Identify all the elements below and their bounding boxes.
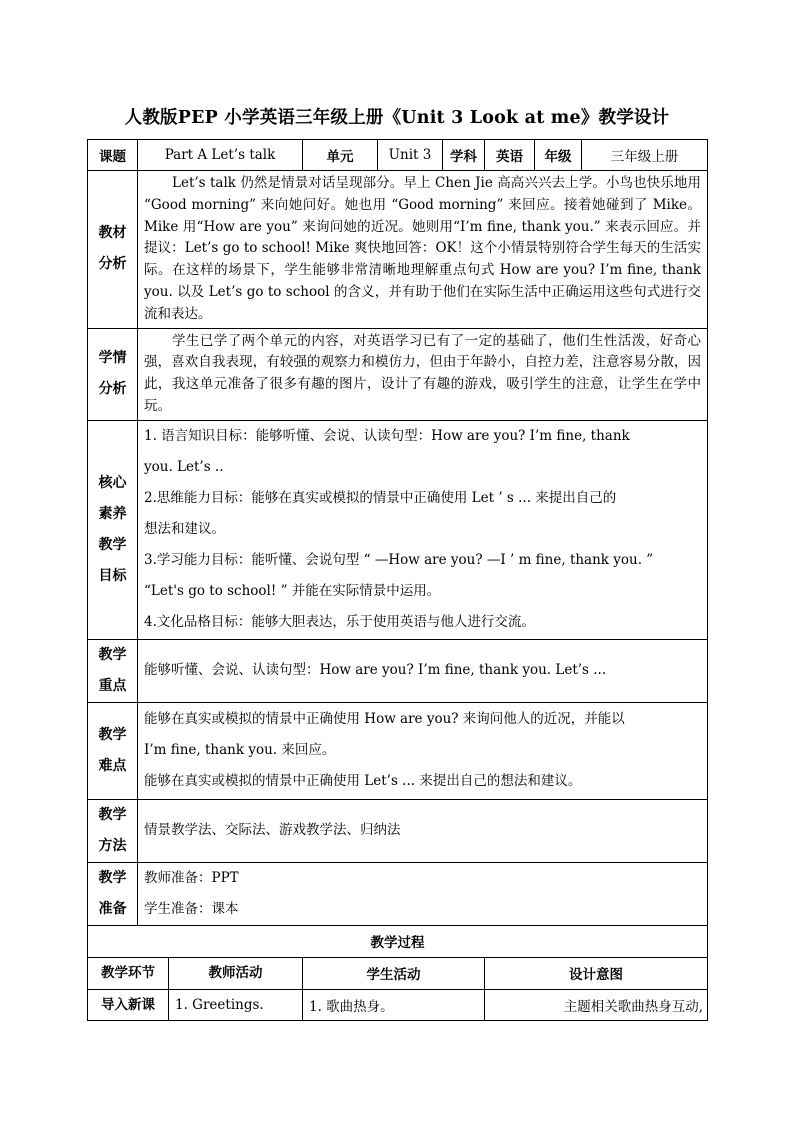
process-intent: 主题相关歌曲热身互动, [485, 989, 708, 1020]
process-col-teacher-label: 教师活动 [208, 964, 263, 981]
document-title: 人教版PEP 小学英语三年级上册《Unit 3 Look at me》教学设计 [124, 108, 670, 128]
process-stage: 导入新课 [88, 990, 169, 1020]
key-points-text-cell [138, 639, 708, 702]
key-points-text: 能够听懂、会说、认读句型：How are you? I’m fine, thank you. Let’s ... [144, 662, 607, 679]
difficulty-line: 能够在真实或模拟的情景中正确使用 How are you? 来询问他人的近况，并能以 [144, 711, 625, 728]
goals-text-cell [138, 420, 708, 639]
goal-line: 4.文化品格目标：能够大胆表达，乐于使用英语与他人进行交流。 [144, 614, 535, 631]
key-points-row [88, 639, 708, 702]
process-title-row [88, 925, 708, 957]
methods-text: 情景教学法、交际法、游戏教学法、归纳法 [144, 822, 401, 839]
methods-row [88, 799, 708, 862]
materials-label: 教材 分析 [88, 171, 138, 329]
materials-text-cell [138, 171, 708, 329]
process-student: 1. 歌曲热身。 [303, 989, 485, 1020]
goals-row [88, 420, 708, 639]
difficulty-line: I’m fine, thank you. 来回应。 [144, 742, 336, 759]
students-text-cell [138, 328, 708, 420]
goal-line: 1. 语言知识目标：能够听懂、会说、认读句型：How are you? I’m fine, thank [144, 428, 630, 445]
subject-value: 英语 [485, 140, 535, 171]
preparation-line: 学生准备：课本 [144, 900, 239, 917]
goal-line: 想法和建议。 [144, 521, 225, 538]
goals-label: 核心 素养 教学 目标 [88, 420, 138, 639]
students-row [88, 328, 708, 420]
methods-label: 教学 方法 [88, 799, 138, 862]
preparation-line: 教师准备：PPT [144, 869, 239, 886]
students-text: 学生已学了两个单元的内容，对英语学习已有了一定的基础了，他们生性活泼，好奇心强，喜欢自我表现，有较强的观察力和模仿力，但由于年龄小，自控力差，注意容易分散，因此，我这单元准备了很多有趣的图片，设计了有趣的游戏，吸引学生的注意，让学生在学中玩。 [144, 332, 701, 414]
process-col-stage [88, 957, 303, 989]
materials-row [88, 171, 708, 329]
process-col-stage-label: 教学环节 [88, 958, 169, 989]
process-header-row [88, 957, 708, 989]
goals-lines [138, 421, 707, 638]
process-col-intent-label: 设计意图 [485, 957, 708, 989]
header-row [88, 140, 708, 171]
difficulties-row [88, 702, 708, 799]
lesson-value: Part A Let’s talk [138, 140, 303, 171]
goal-line: “Let's go to school! ” 并能在实际情景中运用。 [144, 583, 441, 600]
process-row-cells [88, 989, 303, 1020]
students-label: 学情 分析 [88, 328, 138, 420]
process-teacher: 1. Greetings. [175, 996, 264, 1013]
preparation-text-cell [138, 862, 708, 925]
key-points-label: 教学 重点 [88, 639, 138, 702]
difficulties-text-cell [138, 702, 708, 799]
subject-label: 学科 [443, 140, 485, 171]
difficulties-label: 教学 难点 [88, 702, 138, 799]
process-title: 教学过程 [88, 925, 708, 957]
grade-value: 三年级上册 [582, 140, 708, 171]
materials-text: Let’s talk 仍然是情景对话呈现部分。早上 Chen Jie 高高兴兴去上学。小鸟也快乐地用 “Good morning” 来向她问好。她也用 “Good morning” 来回应。接着她碰到了 Mike。Mike 用“How are you” 来询问她的近况。她则用“I’m fine, thank you.” 来表示回应。并提议：Let’s go to school! Mike 爽快地回答：OK！这个小情景特别符合学生每天的生活实际。在这样的场景下，学生能够非常清晰地理解重点句式 How are you? I’m fine, thank you. 以及 Let’s go to school 的含义，并有助于他们在实际生活中正确运用这些句式进行交流和表达。 [144, 175, 701, 322]
lesson-plan-table [87, 139, 708, 1021]
goal-line: 2.思维能力目标：能够在真实或模拟的情景中正确使用 Let ’ s ... 来提出自己的 [144, 490, 617, 507]
difficulty-line: 能够在真实或模拟的情景中正确使用 Let’s ... 来提出自己的想法和建议。 [144, 773, 582, 790]
unit-value: Unit 3 [378, 140, 443, 171]
methods-text-cell [138, 799, 708, 862]
unit-label: 单元 [303, 140, 378, 171]
preparation-label: 教学 准备 [88, 862, 138, 925]
goal-line: you. Let’s .. [144, 459, 224, 476]
preparation-row [88, 862, 708, 925]
process-row [88, 989, 708, 1020]
goal-line: 3.学习能力目标：能听懂、会说句型 “ —How are you? —I ’ m fine, thank you. ” [144, 552, 654, 569]
lesson-label: 课题 [88, 140, 138, 171]
process-col-student-label: 学生活动 [303, 957, 485, 989]
grade-label: 年级 [535, 140, 582, 171]
